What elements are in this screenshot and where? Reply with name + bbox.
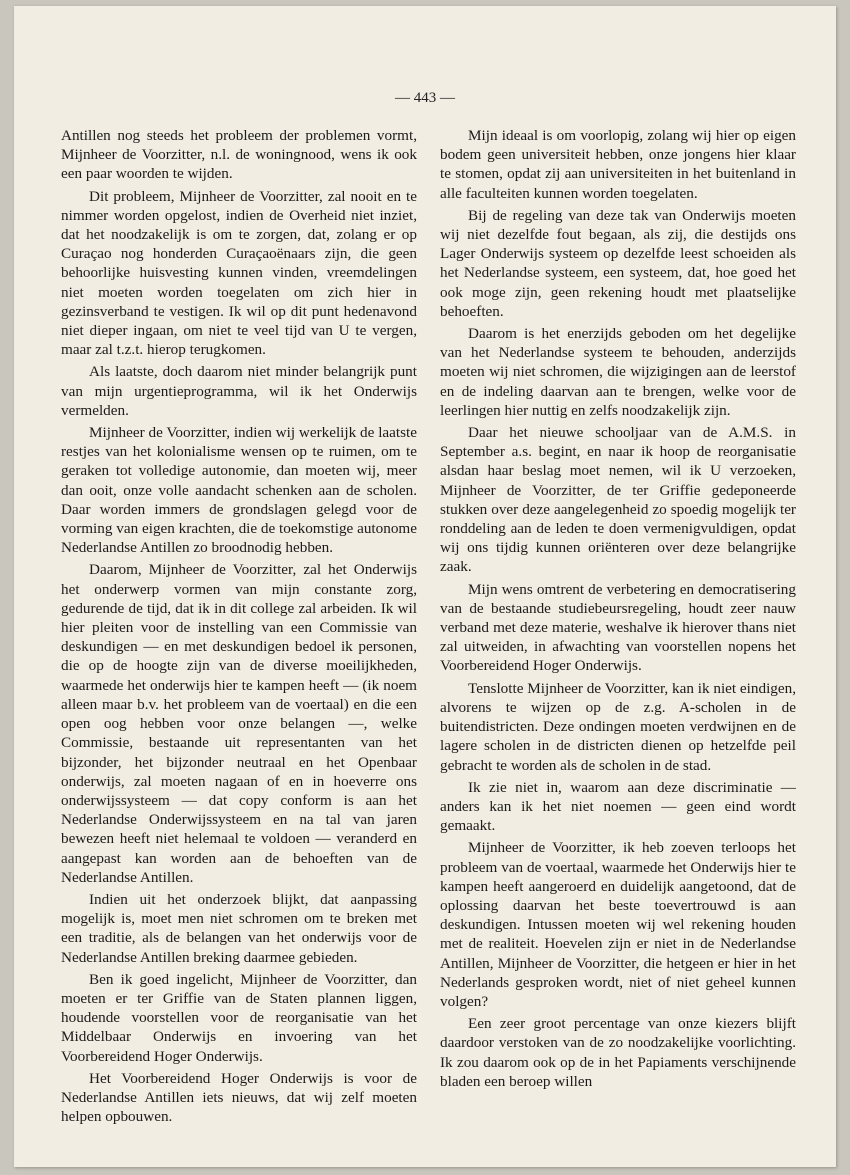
paragraph: Mijnheer de Voorzitter, ik heb zoeven terloops het probleem van de voertaal, waarmede het Onderwijs hier te kampen heeft aangeroerd en duidelijk aangetoond, dat de oplossing daarvan het beste toevertrouwd is aan deskundigen. Intussen moeten wij wel rekening houden met de realiteit. Hoevelen zijn er niet in de Nederlandse Antillen, Mijnheer de Voorzitter, die hetgeen er hier in het Nederlands gesproken wordt, niet of niet geheel kunnen volgen? <box>440 839 796 1010</box>
paragraph: Mijnheer de Voorzitter, indien wij werkelijk de laatste restjes van het kolonialisme wensen op te ruimen, om te geraken tot volledige autonomie, dan moeten wij, meer dan ooit, onze volle aandacht schenken aan de scholen. Daar worden immers de grondslagen gelegd voor de vorming van eigen krachten, die de toekomstige autonome Nederlandse Antillen zo broodnodig hebben. <box>61 424 417 557</box>
paragraph: Ben ik goed ingelicht, Mijnheer de Voorzitter, dan moeten er ter Griffie van de Staten plannen liggen, houdende voorstellen voor de reorganisatie van het Middelbaar Onderwijs en invoering van het Voorbereidend Hoger Onderwijs. <box>61 970 417 1065</box>
paragraph: Als laatste, doch daarom niet minder belangrijk punt van mijn urgentieprogramma, wil ik het Onderwijs vermelden. <box>61 363 417 419</box>
paragraph: Een zeer groot percentage van onze kiezers blijft daardoor verstoken van de zo noodzakelijke voorlichting. Ik zou daarom ook op de in het Papiaments verschijnende bladen een beroep willen <box>440 1015 796 1090</box>
paragraph: Tenslotte Mijnheer de Voorzitter, kan ik niet eindigen, alvorens te wijzen op de z.g. A-scholen in de buitendistricten. Deze ondingen moeten verdwijnen en de lagere scholen in de districten dienen op hetzelfde peil gebracht te worden als de scholen in de stad. <box>440 679 797 774</box>
paragraph: Daarom is het enerzijds geboden om het degelijke van het Nederlandse systeem te behouden, anderzijds moeten wij niet schromen, die wijzigingen aan de leerstof en de indeling daarvan aan te brengen, welke voor de leerlingen hier nuttig en zelfs noodzakelijk zijn. <box>440 325 796 419</box>
paragraph: Mijn wens omtrent de verbetering en democratisering van de bestaande studiebeursregeling, houdt zeer nauw verband met deze materie, weshalve ik hierover thans niet zal uitweiden, in afwachting van voorstellen nopens het Voorbereidend Hoger Onderwijs. <box>440 580 796 675</box>
paragraph: Daarom, Mijnheer de Voorzitter, zal het Onderwijs het onderwerp vormen van mijn constante zorg, gedurende de tijd, dat ik in dit college zal arbeiden. Ik wil hier pleiten voor de instelling van een Commissie van deskundigen — en met deskundigen bedoel ik personen, die op de hoogte zijn van de diverse moeilijkheden, waarmede het onderwijs hier te kampen heeft — (ik noem alleen maar b.v. het probleem van de voertaal) en die een open oog hebben voor onze belangen —, welke Commissie, bestaande uit representanten van het bijzonder, het bijzonder neutraal en het Openbaar onderwijs, zal moeten nagaan of en in hoeverre ons onderwijssysteem — dat copy conform is aan het Nederlandse Onderwijssysteem en na tal van jaren bewezen heeft niet helemaal te voldoen — veranderd en aangepast kan worden aan de behoeften van de Nederlandse Antillen. <box>61 561 417 886</box>
paragraph: Daar het nieuwe schooljaar van de A.M.S. in September a.s. begint, en naar ik hoop de reorganisatie alsdan haar beslag moet nemen, wil ik U verzoeken, Mijnheer de Voorzitter, de ter Griffie gedeponeerde stukken over deze aangelegenheid zo spoedig mogelijk ter ronddeling aan de leden te doen vermenigvuldigen, opdat wij ons tijdig kunnen oriënteren over deze belangrijke zaak. <box>440 424 796 576</box>
paragraph: Antillen nog steeds het probleem der problemen vormt, Mijnheer de Voorzitter, n.l. de woningnood, wens ik ook een paar woorden te wijden. <box>61 127 417 183</box>
page-number: — 443 — <box>395 90 455 106</box>
paragraph: Het Voorbereidend Hoger Onderwijs is voor de Nederlandse Antillen iets nieuws, dat wij zelf moeten helpen opbouwen. <box>61 1069 417 1126</box>
right-column <box>440 126 796 1094</box>
paragraph: Indien uit het onderzoek blijkt, dat aanpassing mogelijk is, moet men niet schromen om te breken met een traditie, als de belangen van het onderwijs voor de Nederlandse Antillen breking daarmee gebieden. <box>61 890 417 966</box>
document-page <box>14 6 836 1167</box>
paragraph: Mijn ideaal is om voorlopig, zolang wij hier op eigen bodem geen universiteit hebben, onze jongens hier klaar te stomen, opdat zij aan universiteiten in het buitenland in alle faculteiten kunnen worden toegelaten. <box>440 127 796 202</box>
paragraph: Ik zie niet in, waarom aan deze discriminatie — anders kan ik het niet noemen — geen eind wordt gemaakt. <box>440 778 796 835</box>
paragraph: Bij de regeling van deze tak van Onderwijs moeten wij niet dezelfde fout begaan, als zij, die destijds ons Lager Onderwijs systeem op dezelfde leest schoeiden als het Nederlandse systeem, een systeem, dat, hoe goed het ook moge zijn, geen rekening houdt met plaatselijke behoeften. <box>440 206 796 320</box>
left-column <box>61 126 417 1129</box>
paragraph: Dit probleem, Mijnheer de Voorzitter, zal nooit en te nimmer worden opgelost, indien de Overheid niet inziet, dat het noodzakelijk is om te zorgen, dat, zolang er op Curaçao nog honderden Curaçaoënaars zijn, die geen behoorlijke huisvesting kunnen vinden, vreemdelingen niet moeten worden toegelaten om zich hier in gezinsverband te vestigen. Ik wil op dit punt hedenavond niet dieper ingaan, om niet te veel tijd van U te vergen, maar zal t.z.t. hierop terugkomen. <box>61 187 417 359</box>
